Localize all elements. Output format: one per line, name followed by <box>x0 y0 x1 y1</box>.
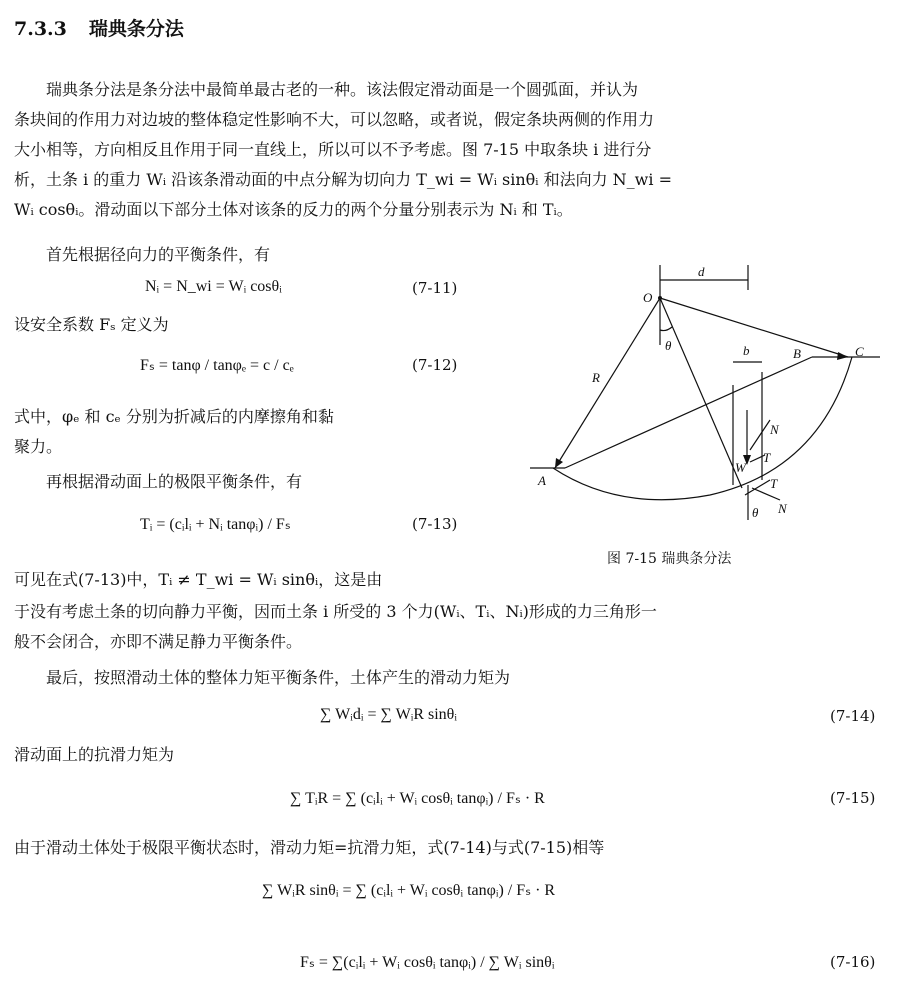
label-B: B <box>793 346 801 361</box>
para1-dotted-term: 瑞典条分法 <box>46 80 127 99</box>
equation-number-7-15: (7-15) <box>830 789 876 807</box>
figure-swedish-slice-method <box>520 255 890 540</box>
para3: 设安全系数 Fₛ 定义为 <box>14 315 169 334</box>
equation-number-7-12: (7-12) <box>412 356 458 374</box>
para1-line4: 析，土条 i 的重力 Wᵢ 沿该条滑动面的中点分解为切向力 T_wi = Wᵢ sinθᵢ 和法向力 N_wi = <box>14 170 672 189</box>
para1-line1 <box>46 75 638 105</box>
para9: 由于滑动土体处于极限平衡状态时，滑动力矩=抗滑力矩，式(7-14)与式(7-15)相等 <box>14 838 605 857</box>
section-number: 7.3.3 <box>14 18 67 40</box>
slope-surface <box>565 357 812 468</box>
equation-number-7-13: (7-13) <box>412 515 458 533</box>
label-C: C <box>855 344 864 359</box>
label-R: R <box>592 370 600 385</box>
label-theta-lower: θ <box>752 505 759 520</box>
label-theta: θ <box>665 338 672 353</box>
para2: 首先根据径向力的平衡条件，有 <box>46 245 271 264</box>
equation-7-12: Fₛ = tanφ / tanφₑ = c / cₑ <box>140 357 294 374</box>
radius-to-C <box>660 298 848 357</box>
theta-angle-arc <box>660 327 672 331</box>
label-d: d <box>698 264 705 279</box>
label-T-upper: T <box>763 450 771 465</box>
equation-7-14: ∑ Wᵢdᵢ = ∑ WᵢR sinθᵢ <box>320 706 457 723</box>
equation-number-7-16: (7-16) <box>830 953 876 971</box>
arrow-A <box>555 458 563 468</box>
section-heading <box>14 14 184 41</box>
point-O <box>658 296 662 300</box>
para1-line1-text: 是条分法中最简单最古老的一种。该法假定滑动面是一个圆弧面，并认为 <box>126 80 639 99</box>
equation-number-7-11: (7-11) <box>412 279 458 297</box>
equation-number-7-14: (7-14) <box>830 707 876 725</box>
label-A: A <box>538 473 546 488</box>
para8: 滑动面上的抗滑力矩为 <box>14 745 175 764</box>
para1-line3: 大小相等，方向相反且作用于同一直线上，所以可以不予考虑。图 7-15 中取条块 i 进行分 <box>14 140 652 159</box>
equation-7-11: Nᵢ = N_wi = Wᵢ cosθᵢ <box>145 278 282 295</box>
para6-line2: 于没有考虑土条的切向静力平衡，因而土条 i 所受的 3 个力(Wᵢ、Tᵢ、Nᵢ)形成的力三角形一 <box>14 602 657 621</box>
label-T-lower: T <box>770 476 778 491</box>
equation-moment-balance: ∑ WᵢR sinθᵢ = ∑ (cᵢlᵢ + Wᵢ cosθᵢ tanφᵢ) / Fₛ · R <box>262 882 556 899</box>
label-O: O <box>643 290 653 305</box>
equation-7-16: Fₛ = ∑(cᵢlᵢ + Wᵢ cosθᵢ tanφᵢ) / ∑ Wᵢ sinθᵢ <box>300 954 555 971</box>
label-N-upper: N <box>770 422 779 437</box>
para6-line1: 可见在式(7-13)中，Tᵢ ≠ T_wi = Wᵢ sinθᵢ，这是由 <box>14 570 383 589</box>
para4-line2: 聚力。 <box>14 437 63 456</box>
para1-line5: Wᵢ cosθᵢ。滑动面以下部分土体对该条的反力的两个分量分别表示为 Nᵢ 和 Tᵢ。 <box>14 200 573 219</box>
equation-7-15: ∑ TᵢR = ∑ (cᵢlᵢ + Wᵢ cosθᵢ tanφᵢ) / Fₛ · R <box>290 790 545 807</box>
radius-to-slice <box>660 298 742 488</box>
para1-line2: 条块间的作用力对边坡的整体稳定性影响不大，可以忽略，或者说，假定条块两侧的作用力 <box>14 110 655 129</box>
label-b: b <box>743 343 750 358</box>
radius-to-A <box>555 298 660 468</box>
section-title: 瑞典条分法 <box>88 18 184 40</box>
para4-line1: 式中，φₑ 和 cₑ 分别为折减后的内摩擦角和黏 <box>14 407 334 426</box>
figure-caption: 图 7-15 瑞典条分法 <box>607 551 732 567</box>
normal-force-upper <box>750 420 770 450</box>
para6-line3: 般不会闭合，亦即不满足静力平衡条件。 <box>14 632 303 651</box>
para5: 再根据滑动面上的极限平衡条件，有 <box>46 472 303 491</box>
para7: 最后，按照滑动土体的整体力矩平衡条件，土体产生的滑动力矩为 <box>46 668 511 687</box>
label-W: W <box>735 460 746 475</box>
equation-7-13: Tᵢ = (cᵢlᵢ + Nᵢ tanφᵢ) / Fₛ <box>140 516 291 533</box>
label-N-lower: N <box>778 501 787 516</box>
